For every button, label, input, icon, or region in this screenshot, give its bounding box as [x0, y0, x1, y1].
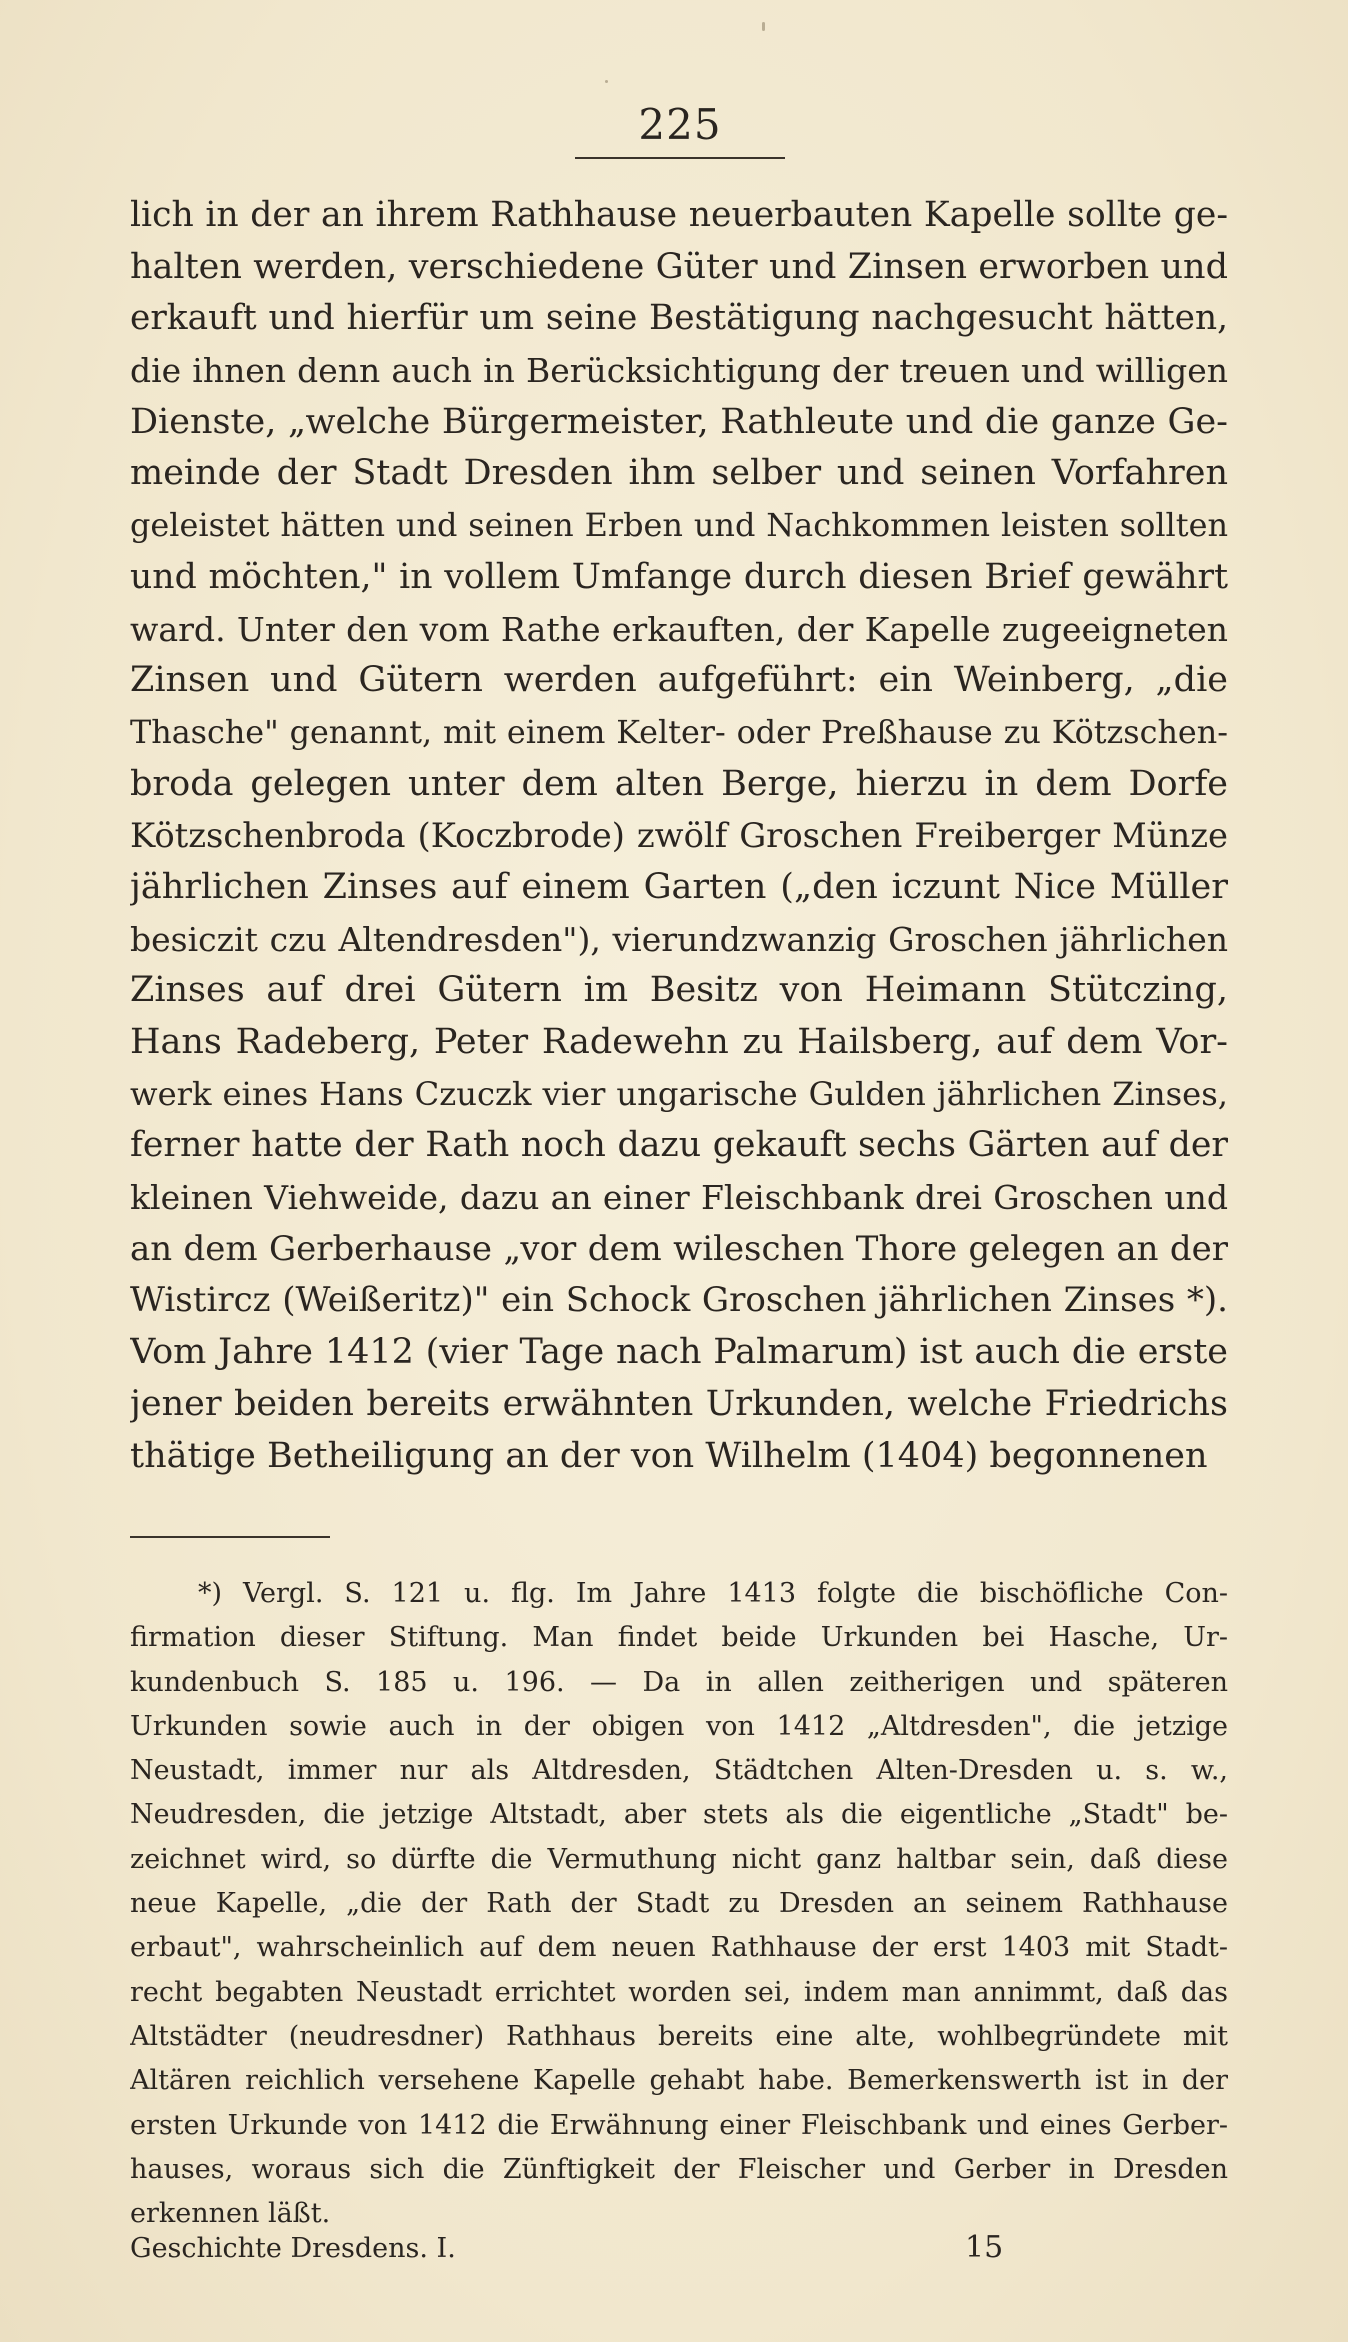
body-text	[130, 190, 1228, 1482]
text-line: ferner hatte der Rath noch dazu gekauft sechs Gärten auf der	[130, 1125, 1228, 1166]
footnote-line: kundenbuch S. 185 u. 196. — Da in allen zeitherigen und späteren	[130, 1666, 1228, 1698]
text-line: lich in der an ihrem Rathhause neuerbauten Kapelle sollte ge-	[130, 195, 1228, 235]
footnote-rule	[130, 1536, 330, 1538]
text-line: kleinen Viehweide, dazu an einer Fleischbank drei Groschen und	[130, 1178, 1228, 1218]
footnote-line: Altären reichlich versehene Kapelle gehabt habe. Bemerkenswerth ist in der	[130, 2065, 1228, 2097]
text-line: erkauft und hierfür um seine Bestätigung nachgesucht hätten,	[130, 298, 1228, 339]
text-line: besiczit czu Altendresden"), vierundzwanzig Groschen jährlichen	[130, 919, 1228, 959]
footnote-line: zeichnet wird, so dürfte die Vermuthung nicht ganz haltbar sein, daß diese	[130, 1843, 1228, 1875]
text-line: halten werden, verschiedene Güter und Zinsen erworben und	[130, 246, 1228, 287]
text-line: die ihnen denn auch in Berücksichtigung der treuen und willigen	[130, 351, 1228, 391]
text-line: Wistircz (Weißeritz)" ein Schock Groschen jährlichen Zinses *).	[130, 1280, 1228, 1321]
text-line: an dem Gerberhause „vor dem wileschen Thore gelegen an der	[130, 1228, 1228, 1269]
text-line: thätige Betheiligung an der von Wilhelm (1404) begonnenen	[130, 1435, 1208, 1476]
text-line: Zinses auf drei Gütern im Besitz von Heimann Stütczing,	[130, 970, 1228, 1011]
text-line: broda gelegen unter dem alten Berge, hierzu in dem Dorfe	[130, 763, 1228, 804]
footnote-line: *) Vergl. S. 121 u. flg. Im Jahre 1413 folgte die bischöfliche Con-	[198, 1578, 1228, 1609]
text-line: und möchten," in vollem Umfange durch diesen Brief gewährt	[130, 556, 1228, 597]
paper-speck	[605, 80, 608, 83]
signature-number: 15	[965, 2230, 1004, 2265]
text-line: werk eines Hans Czuczk vier ungarische Gulden jährlichen Zinses,	[130, 1074, 1228, 1113]
footnote-line: neue Kapelle, „die der Rath der Stadt zu Dresden an seinem Rathhause	[130, 1888, 1228, 1920]
text-line: geleistet hätten und seinen Erben und Nachkommen leisten sollten	[130, 506, 1228, 545]
footnote-line: ersten Urkunde von 1412 die Erwähnung einer Fleischbank und eines Gerber-	[130, 2109, 1228, 2141]
footnote-line: hauses, woraus sich die Zünftigkeit der Fleischer und Gerber in Dresden	[130, 2153, 1228, 2185]
footnote-line: firmation dieser Stiftung. Man findet beide Urkunden bei Hasche, Ur-	[130, 1622, 1228, 1654]
text-line: Hans Radeberg, Peter Radewehn zu Hailsberg, auf dem Vor-	[130, 1022, 1228, 1062]
text-line: jährlichen Zinses auf einem Garten („den iczunt Nice Müller	[130, 866, 1228, 907]
text-line: jener beiden bereits erwähnten Urkunden, welche Friedrichs	[130, 1383, 1228, 1424]
footnotes	[130, 1572, 1228, 2236]
footnote-line: recht begabten Neustadt errichtet worden sei, indem man annimmt, daß das	[130, 1976, 1228, 2008]
text-line: ward. Unter den vom Rathe erkauften, der Kapelle zugeeigneten	[130, 609, 1228, 649]
footnote-line: Neudresden, die jetzige Altstadt, aber stets als die eigentliche „Stadt" be-	[130, 1799, 1228, 1831]
text-line: Zinsen und Gütern werden aufgeführt: ein Weinberg, „die	[130, 660, 1228, 701]
footnote-line: erkennen läßt.	[130, 2198, 331, 2230]
header-rule	[575, 157, 785, 159]
paper-speck	[762, 22, 765, 31]
page-number: 225	[638, 100, 722, 149]
footnote-line: Altstädter (neudresdner) Rathhaus bereits eine alte, wohlbegründete mit	[130, 2020, 1228, 2052]
signature-mark: Geschichte Dresdens. I.	[130, 2233, 456, 2264]
text-line: meinde der Stadt Dresden ihm selber und seinen Vorfahren	[130, 453, 1228, 494]
text-line: Kötzschenbroda (Koczbrode) zwölf Groschen Freiberger Münze	[130, 816, 1228, 856]
footnote-line: erbaut", wahrscheinlich auf dem neuen Rathhause der erst 1403 mit Stadt-	[130, 1932, 1228, 1964]
footnote-line: Neustadt, immer nur als Altdresden, Städtchen Alten-Dresden u. s. w.,	[130, 1755, 1228, 1787]
text-line: Dienste, „welche Bürgermeister, Rathleute und die ganze Ge-	[130, 401, 1228, 442]
text-line: Thasche" genannt, mit einem Kelter- oder Preßhause zu Kötzschen-	[130, 712, 1228, 751]
footnote-line: Urkunden sowie auch in der obigen von 1412 „Altdresden", die jetzige	[130, 1710, 1228, 1742]
text-line: Vom Jahre 1412 (vier Tage nach Palmarum) ist auch die erste	[130, 1332, 1228, 1373]
